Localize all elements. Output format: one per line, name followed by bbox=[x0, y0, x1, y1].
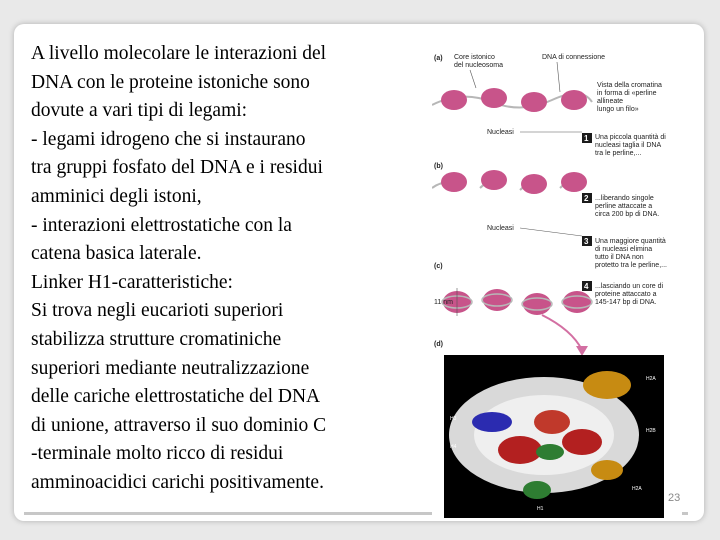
step-text: protetto tra le perline,... bbox=[595, 262, 667, 269]
step-text: tutto il DNA non bbox=[595, 254, 644, 261]
slide-body-text bbox=[31, 40, 431, 498]
panel-b-label: (b) bbox=[434, 163, 443, 170]
view-label: Vista della cromatina bbox=[597, 82, 662, 89]
body-line: Linker H1-caratteristiche: bbox=[31, 271, 233, 293]
nuclease-label: Nucleasi bbox=[487, 129, 514, 136]
histone-label: H2A bbox=[646, 376, 656, 382]
step-text: Una maggiore quantità bbox=[595, 238, 666, 245]
step-text: ...liberando singole bbox=[595, 195, 654, 202]
step-number: 3 bbox=[584, 237, 589, 246]
page-number: 23 bbox=[668, 492, 681, 504]
core-label: Core istonico bbox=[454, 54, 495, 61]
body-line: - interazioni elettrostatiche con la bbox=[31, 214, 292, 236]
step-text: proteine attaccato a bbox=[595, 291, 657, 298]
step-text: nucleasi taglia il DNA bbox=[595, 142, 662, 149]
histone-label: H2B bbox=[646, 428, 656, 434]
histone-label: H4 bbox=[450, 444, 457, 450]
step-text: tra le perline,... bbox=[595, 150, 642, 157]
body-line: - legami idrogeno che si instaurano bbox=[31, 128, 306, 150]
body-line: amminici degli istoni, bbox=[31, 185, 202, 207]
panel-a-label: (a) bbox=[434, 55, 443, 62]
step-number: 4 bbox=[584, 282, 589, 291]
step-number: 2 bbox=[584, 194, 589, 203]
body-line: delle cariche elettrostatiche del DNA bbox=[31, 386, 321, 408]
body-line: Si trova negli eucarioti superiori bbox=[31, 300, 284, 322]
view-label: in forma di «perline bbox=[597, 90, 657, 97]
body-line: di unione, attraverso il suo dominio C bbox=[31, 414, 327, 436]
histone-label: H2A bbox=[632, 486, 642, 492]
view-label: lungo un filo» bbox=[597, 106, 639, 113]
core-label: del nucleosoma bbox=[454, 62, 504, 69]
body-line: amminoacidici carichi positivamente. bbox=[31, 471, 324, 493]
nucleosome-molecular-model bbox=[444, 355, 664, 518]
histone-label: H3 bbox=[450, 416, 457, 422]
step-text: ...lasciando un core di bbox=[595, 283, 664, 290]
step-text: di nucleasi elimina bbox=[595, 246, 653, 253]
linker-label: DNA di connessione bbox=[542, 54, 606, 61]
body-line: stabilizza strutture cromatiniche bbox=[31, 328, 282, 350]
view-label: allineate bbox=[597, 98, 624, 105]
body-line: superiori mediante neutralizzazione bbox=[31, 357, 310, 379]
histone-label: H1 bbox=[537, 506, 544, 512]
body-line: catena basica laterale. bbox=[31, 243, 202, 265]
body-line: A livello molecolare le interazioni del bbox=[31, 43, 327, 64]
body-line: tra gruppi fosfato del DNA e i residui bbox=[31, 157, 323, 179]
step-text: perline attaccate a bbox=[595, 203, 653, 210]
step-text: circa 200 bp di DNA. bbox=[595, 211, 660, 218]
nucleosome-figure bbox=[432, 50, 682, 520]
step-number: 1 bbox=[584, 134, 589, 143]
body-line: DNA con le proteine istoniche sono bbox=[31, 71, 310, 93]
panel-c-label: (c) bbox=[434, 263, 443, 270]
step-text: 145-147 bp di DNA. bbox=[595, 299, 657, 306]
step-text: Una piccola quantità di bbox=[595, 134, 666, 141]
body-line: dovute a vari tipi di legami: bbox=[31, 100, 248, 122]
body-line: -terminale molto ricco di residui bbox=[31, 443, 284, 465]
scale-label: 11 nm bbox=[434, 299, 453, 306]
nuclease-label: Nucleasi bbox=[487, 225, 514, 232]
panel-d-label: (d) bbox=[434, 341, 443, 348]
